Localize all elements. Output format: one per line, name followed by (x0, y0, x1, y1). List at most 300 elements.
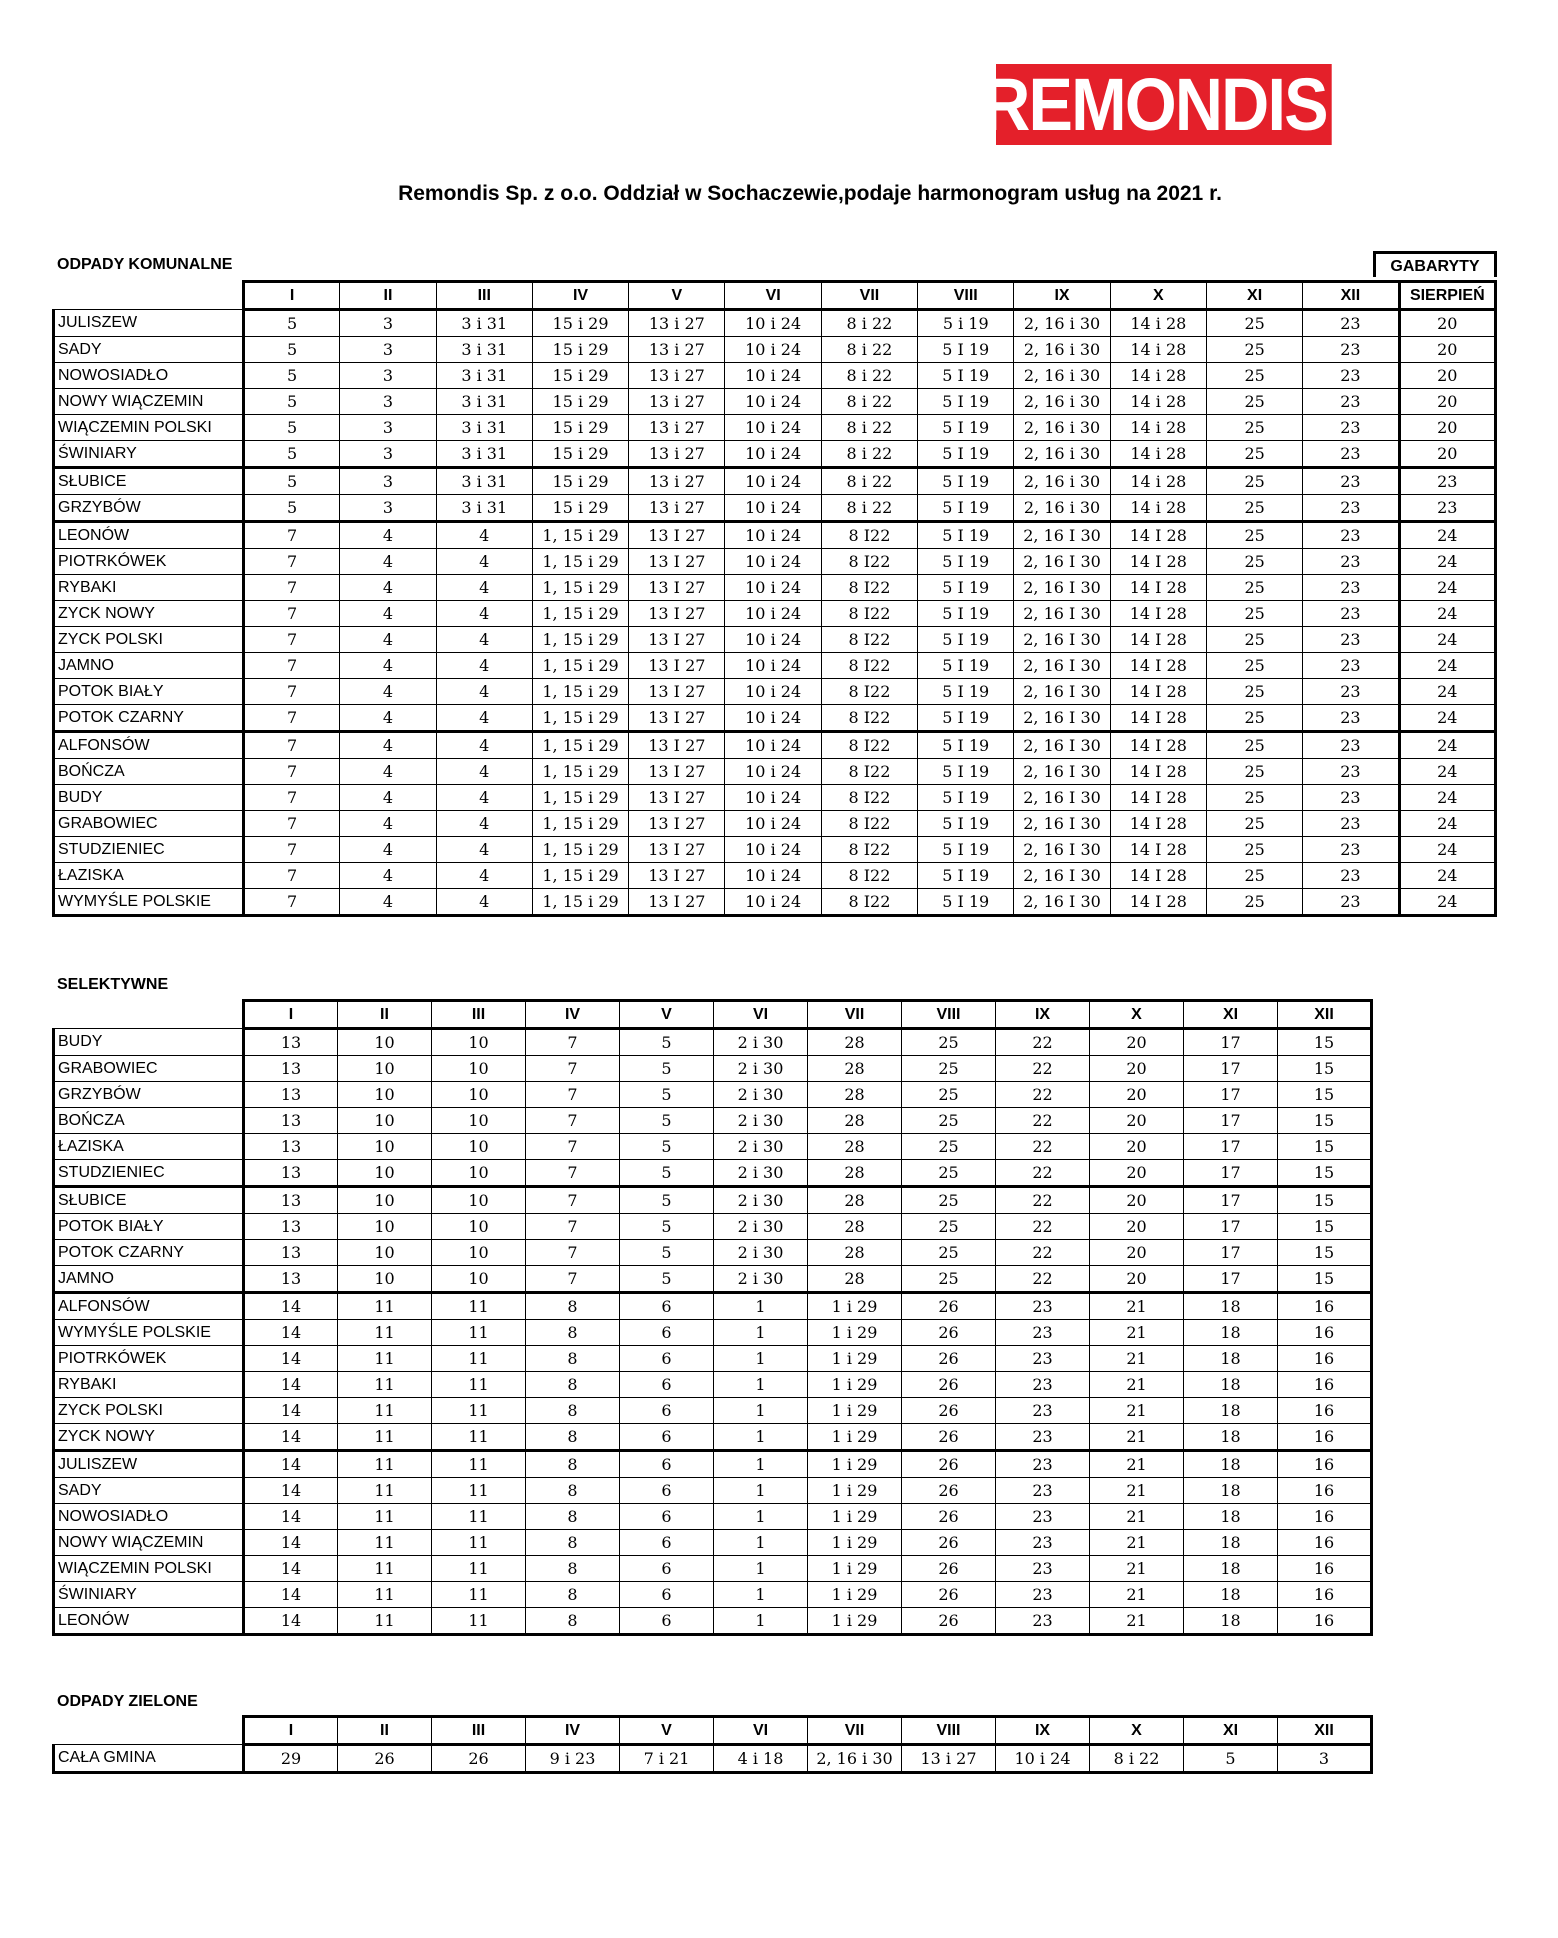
table-row (54, 1504, 1372, 1530)
date-cell: 25 (1206, 679, 1302, 705)
date-cell: 23 (1303, 575, 1399, 601)
date-cell: 13 I 27 (629, 863, 725, 889)
month-header: VIII (902, 1717, 996, 1745)
date-cell: 21 (1090, 1530, 1184, 1556)
date-cell: 13 (244, 1187, 338, 1214)
date-cell: 18 (1184, 1582, 1278, 1608)
date-cell: 7 (244, 653, 340, 679)
date-cell: 25 (1206, 601, 1302, 627)
date-cell: 8 (526, 1346, 620, 1372)
gabaryty-cell: 24 (1399, 705, 1495, 732)
date-cell: 5 I 19 (918, 441, 1014, 468)
date-cell: 8 I22 (821, 549, 917, 575)
date-cell: 7 (526, 1266, 620, 1293)
date-cell: 14 I 28 (1110, 705, 1206, 732)
date-cell: 11 (432, 1556, 526, 1582)
locality-cell: BUDY (54, 1029, 244, 1056)
table-row (54, 495, 1496, 522)
date-cell: 18 (1184, 1346, 1278, 1372)
locality-cell: RYBAKI (54, 575, 244, 601)
date-cell: 25 (1206, 863, 1302, 889)
date-cell: 6 (620, 1372, 714, 1398)
date-cell: 1 (714, 1424, 808, 1451)
date-cell: 10 i 24 (725, 785, 821, 811)
date-cell: 21 (1090, 1346, 1184, 1372)
date-cell: 7 (526, 1214, 620, 1240)
table-row (54, 1320, 1372, 1346)
date-cell: 8 I22 (821, 627, 917, 653)
locality-cell: WYMYŚLE POLSKIE (54, 889, 244, 916)
date-cell: 13 I 27 (629, 785, 725, 811)
date-cell: 8 i 22 (821, 468, 917, 495)
date-cell: 23 (996, 1398, 1090, 1424)
date-cell: 20 (1090, 1160, 1184, 1187)
date-cell: 14 I 28 (1110, 575, 1206, 601)
date-cell: 4 (436, 863, 532, 889)
date-cell: 14 I 28 (1110, 549, 1206, 575)
date-cell: 8 (526, 1504, 620, 1530)
gabaryty-cell: 24 (1399, 653, 1495, 679)
date-cell: 15 (1278, 1056, 1372, 1082)
locality-cell: ZYCK NOWY (54, 601, 244, 627)
locality-cell: JULISZEW (54, 310, 244, 337)
date-cell: 13 (244, 1240, 338, 1266)
date-cell: 1, 15 i 29 (532, 705, 628, 732)
date-cell: 26 (902, 1320, 996, 1346)
date-cell: 4 (340, 575, 436, 601)
date-cell: 10 (338, 1266, 432, 1293)
month-header: IX (996, 1717, 1090, 1745)
date-cell: 10 (432, 1134, 526, 1160)
gabaryty-cell: 24 (1399, 811, 1495, 837)
date-cell: 2, 16 I 30 (1014, 627, 1110, 653)
section-label-komunalne: ODPADY KOMUNALNE (57, 256, 233, 273)
date-cell: 5 (1184, 1745, 1278, 1773)
date-cell: 23 (1303, 732, 1399, 759)
date-cell: 26 (902, 1556, 996, 1582)
month-header: VIII (918, 282, 1014, 310)
month-header: VI (714, 1001, 808, 1029)
month-header: IV (532, 282, 628, 310)
date-cell: 28 (808, 1056, 902, 1082)
date-cell: 13 (244, 1108, 338, 1134)
date-cell: 11 (338, 1556, 432, 1582)
date-cell: 4 (340, 889, 436, 916)
locality-cell: STUDZIENIEC (54, 1160, 244, 1187)
date-cell: 1, 15 i 29 (532, 811, 628, 837)
date-cell: 1, 15 i 29 (532, 549, 628, 575)
date-cell: 2 i 30 (714, 1056, 808, 1082)
date-cell: 14 (244, 1478, 338, 1504)
date-cell: 16 (1278, 1293, 1372, 1320)
locality-cell: PIOTRKÓWEK (54, 1346, 244, 1372)
date-cell: 5 I 19 (918, 863, 1014, 889)
date-cell: 2, 16 i 30 (1014, 468, 1110, 495)
date-cell: 25 (1206, 811, 1302, 837)
date-cell: 7 (244, 679, 340, 705)
gabaryty-cell: 24 (1399, 522, 1495, 549)
date-cell: 4 (436, 522, 532, 549)
date-cell: 22 (996, 1029, 1090, 1056)
date-cell: 10 (338, 1134, 432, 1160)
month-header: VII (821, 282, 917, 310)
date-cell: 6 (620, 1398, 714, 1424)
date-cell: 28 (808, 1134, 902, 1160)
gabaryty-cell: 24 (1399, 785, 1495, 811)
date-cell: 5 I 19 (918, 337, 1014, 363)
table-row (54, 1056, 1372, 1082)
table-row (54, 1266, 1372, 1293)
month-header: XII (1278, 1717, 1372, 1745)
month-header: VI (725, 282, 821, 310)
date-cell: 7 (526, 1029, 620, 1056)
date-cell: 11 (432, 1608, 526, 1635)
date-cell: 5 I 19 (918, 363, 1014, 389)
date-cell: 2, 16 i 30 (1014, 389, 1110, 415)
date-cell: 11 (338, 1582, 432, 1608)
date-cell: 10 (432, 1160, 526, 1187)
date-cell: 25 (902, 1214, 996, 1240)
date-cell: 14 i 28 (1110, 337, 1206, 363)
table-row (54, 389, 1496, 415)
table-row (54, 1082, 1372, 1108)
date-cell: 10 i 24 (725, 522, 821, 549)
date-cell: 8 i 22 (821, 415, 917, 441)
date-cell: 10 i 24 (725, 389, 821, 415)
month-header: X (1090, 1717, 1184, 1745)
date-cell: 5 I 19 (918, 679, 1014, 705)
date-cell: 18 (1184, 1556, 1278, 1582)
remondis-logo (982, 63, 1346, 146)
date-cell: 4 (340, 627, 436, 653)
date-cell: 25 (1206, 759, 1302, 785)
date-cell: 4 (436, 811, 532, 837)
date-cell: 2, 16 i 30 (1014, 337, 1110, 363)
date-cell: 5 (244, 310, 340, 337)
date-cell: 28 (808, 1160, 902, 1187)
month-header: XI (1206, 282, 1302, 310)
date-cell: 15 i 29 (532, 415, 628, 441)
date-cell: 13 i 27 (902, 1745, 996, 1773)
date-cell: 2, 16 I 30 (1014, 732, 1110, 759)
date-cell: 22 (996, 1266, 1090, 1293)
date-cell: 13 I 27 (629, 601, 725, 627)
date-cell: 4 (436, 732, 532, 759)
date-cell: 4 (340, 601, 436, 627)
date-cell: 2, 16 I 30 (1014, 549, 1110, 575)
month-header: XI (1184, 1001, 1278, 1029)
date-cell: 4 (436, 785, 532, 811)
date-cell: 6 (620, 1451, 714, 1478)
date-cell: 25 (902, 1134, 996, 1160)
date-cell: 6 (620, 1582, 714, 1608)
date-cell: 28 (808, 1187, 902, 1214)
date-cell: 22 (996, 1160, 1090, 1187)
month-header: III (436, 282, 532, 310)
date-cell: 17 (1184, 1214, 1278, 1240)
date-cell: 15 i 29 (532, 310, 628, 337)
locality-cell: NOWOSIADŁO (54, 363, 244, 389)
date-cell: 2, 16 I 30 (1014, 679, 1110, 705)
table-row (54, 415, 1496, 441)
date-cell: 1 (714, 1556, 808, 1582)
date-cell: 1 (714, 1504, 808, 1530)
locality-cell: RYBAKI (54, 1372, 244, 1398)
date-cell: 5 (244, 363, 340, 389)
date-cell: 10 (432, 1214, 526, 1240)
date-cell: 5 I 19 (918, 389, 1014, 415)
date-cell: 13 i 27 (629, 363, 725, 389)
locality-cell: WIĄCZEMIN POLSKI (54, 415, 244, 441)
date-cell: 4 i 18 (714, 1745, 808, 1773)
date-cell: 5 I 19 (918, 601, 1014, 627)
date-cell: 1, 15 i 29 (532, 575, 628, 601)
date-cell: 7 (526, 1160, 620, 1187)
locality-cell: GRZYBÓW (54, 1082, 244, 1108)
date-cell: 5 (244, 468, 340, 495)
date-cell: 23 (996, 1424, 1090, 1451)
date-cell: 23 (1303, 337, 1399, 363)
date-cell: 8 (526, 1556, 620, 1582)
date-cell: 10 i 24 (725, 732, 821, 759)
date-cell: 23 (1303, 601, 1399, 627)
registered-mark: ® (1332, 76, 1346, 98)
date-cell: 1 (714, 1372, 808, 1398)
date-cell: 26 (902, 1424, 996, 1451)
date-cell: 1 i 29 (808, 1320, 902, 1346)
date-cell: 10 i 24 (725, 653, 821, 679)
date-cell: 26 (902, 1582, 996, 1608)
date-cell: 4 (340, 679, 436, 705)
date-cell: 8 i 22 (821, 389, 917, 415)
locality-cell: SADY (54, 337, 244, 363)
date-cell: 5 (244, 389, 340, 415)
gabaryty-header: GABARYTY (1373, 251, 1497, 277)
gabaryty-cell: 24 (1399, 759, 1495, 785)
date-cell: 14 i 28 (1110, 415, 1206, 441)
date-cell: 25 (1206, 627, 1302, 653)
date-cell: 10 i 24 (996, 1745, 1090, 1773)
date-cell: 11 (432, 1372, 526, 1398)
table-row (54, 889, 1496, 916)
date-cell: 8 (526, 1451, 620, 1478)
gabaryty-cell: 24 (1399, 549, 1495, 575)
month-header: II (340, 282, 436, 310)
gabaryty-cell: 24 (1399, 627, 1495, 653)
date-cell: 5 I 19 (918, 653, 1014, 679)
date-cell: 2, 16 I 30 (1014, 785, 1110, 811)
date-cell: 25 (902, 1056, 996, 1082)
date-cell: 1 (714, 1478, 808, 1504)
date-cell: 2, 16 I 30 (1014, 811, 1110, 837)
locality-cell: ŚWINIARY (54, 1582, 244, 1608)
date-cell: 5 (620, 1108, 714, 1134)
date-cell: 25 (1206, 549, 1302, 575)
date-cell: 8 i 22 (821, 363, 917, 389)
date-cell: 1, 15 i 29 (532, 837, 628, 863)
date-cell: 11 (338, 1372, 432, 1398)
date-cell: 25 (1206, 363, 1302, 389)
date-cell: 3 (340, 337, 436, 363)
month-header: I (244, 282, 340, 310)
date-cell: 25 (902, 1266, 996, 1293)
date-cell: 10 i 24 (725, 759, 821, 785)
date-cell: 10 (338, 1187, 432, 1214)
date-cell: 7 (244, 522, 340, 549)
month-header: IV (526, 1001, 620, 1029)
date-cell: 25 (902, 1082, 996, 1108)
gabaryty-cell: 20 (1399, 363, 1495, 389)
date-cell: 10 (338, 1160, 432, 1187)
date-cell: 14 (244, 1582, 338, 1608)
date-cell: 5 I 19 (918, 415, 1014, 441)
date-cell: 14 I 28 (1110, 627, 1206, 653)
table-row (54, 1372, 1372, 1398)
date-cell: 5 (620, 1056, 714, 1082)
gabaryty-cell: 20 (1399, 441, 1495, 468)
date-cell: 25 (1206, 495, 1302, 522)
locality-cell: POTOK CZARNY (54, 1240, 244, 1266)
date-cell: 25 (1206, 337, 1302, 363)
table-row (54, 627, 1496, 653)
date-cell: 21 (1090, 1424, 1184, 1451)
date-cell: 23 (1303, 389, 1399, 415)
date-cell: 7 (244, 785, 340, 811)
date-cell: 10 (432, 1240, 526, 1266)
date-cell: 16 (1278, 1556, 1372, 1582)
month-header: X (1090, 1001, 1184, 1029)
date-cell: 8 I22 (821, 705, 917, 732)
date-cell: 10 (338, 1029, 432, 1056)
date-cell: 23 (996, 1530, 1090, 1556)
date-cell: 2, 16 I 30 (1014, 653, 1110, 679)
gabaryty-cell: 24 (1399, 601, 1495, 627)
date-cell: 5 I 19 (918, 837, 1014, 863)
table-row (54, 363, 1496, 389)
date-cell: 7 (244, 601, 340, 627)
date-cell: 1 (714, 1320, 808, 1346)
date-cell: 17 (1184, 1134, 1278, 1160)
month-header: XII (1278, 1001, 1372, 1029)
date-cell: 4 (340, 863, 436, 889)
date-cell: 10 (338, 1108, 432, 1134)
date-cell: 23 (1303, 759, 1399, 785)
month-header: IX (996, 1001, 1090, 1029)
date-cell: 23 (996, 1293, 1090, 1320)
date-cell: 18 (1184, 1398, 1278, 1424)
date-cell: 20 (1090, 1029, 1184, 1056)
date-cell: 6 (620, 1478, 714, 1504)
date-cell: 8 I22 (821, 759, 917, 785)
date-cell: 10 i 24 (725, 575, 821, 601)
date-cell: 13 (244, 1160, 338, 1187)
page-title: Remondis Sp. z o.o. Oddział w Sochaczewie,podaje harmonogram usług na 2021 r. (398, 182, 1222, 205)
gabaryty-cell: 20 (1399, 415, 1495, 441)
locality-cell: STUDZIENIEC (54, 837, 244, 863)
month-header: X (1110, 282, 1206, 310)
date-cell: 1, 15 i 29 (532, 601, 628, 627)
date-cell: 14 I 28 (1110, 601, 1206, 627)
date-cell: 25 (1206, 522, 1302, 549)
date-cell: 9 i 23 (526, 1745, 620, 1773)
header-row (54, 1001, 1372, 1029)
locality-cell: CAŁA GMINA (54, 1745, 244, 1773)
table-row (54, 837, 1496, 863)
date-cell: 18 (1184, 1293, 1278, 1320)
date-cell: 10 i 24 (725, 495, 821, 522)
date-cell: 2 i 30 (714, 1082, 808, 1108)
date-cell: 11 (338, 1398, 432, 1424)
locality-cell: ŚWINIARY (54, 441, 244, 468)
gabaryty-cell: 20 (1399, 337, 1495, 363)
table-row (54, 1478, 1372, 1504)
locality-cell: LEONÓW (54, 1608, 244, 1635)
date-cell: 8 (526, 1608, 620, 1635)
date-cell: 23 (1303, 837, 1399, 863)
table-row (54, 468, 1496, 495)
date-cell: 14 I 28 (1110, 863, 1206, 889)
date-cell: 5 (244, 337, 340, 363)
date-cell: 3 (340, 310, 436, 337)
date-cell: 2, 16 I 30 (1014, 522, 1110, 549)
date-cell: 10 (432, 1082, 526, 1108)
locality-cell: POTOK BIAŁY (54, 679, 244, 705)
date-cell: 3 i 31 (436, 310, 532, 337)
header-blank (54, 1001, 244, 1029)
date-cell: 16 (1278, 1372, 1372, 1398)
date-cell: 3 i 31 (436, 363, 532, 389)
date-cell: 23 (1303, 363, 1399, 389)
date-cell: 11 (338, 1608, 432, 1635)
table-row (54, 1398, 1372, 1424)
date-cell: 13 i 27 (629, 495, 725, 522)
date-cell: 7 (244, 575, 340, 601)
date-cell: 3 (340, 468, 436, 495)
date-cell: 29 (244, 1745, 338, 1773)
locality-cell: ALFONSÓW (54, 1293, 244, 1320)
date-cell: 2, 16 i 30 (808, 1745, 902, 1773)
table-row (54, 1346, 1372, 1372)
date-cell: 8 I22 (821, 785, 917, 811)
date-cell: 14 I 28 (1110, 811, 1206, 837)
date-cell: 11 (432, 1320, 526, 1346)
date-cell: 10 (338, 1240, 432, 1266)
date-cell: 8 i 22 (1090, 1745, 1184, 1773)
date-cell: 14 (244, 1320, 338, 1346)
date-cell: 3 i 31 (436, 468, 532, 495)
date-cell: 1 (714, 1293, 808, 1320)
date-cell: 26 (902, 1346, 996, 1372)
date-cell: 7 (244, 705, 340, 732)
gabaryty-cell: 24 (1399, 679, 1495, 705)
date-cell: 11 (432, 1530, 526, 1556)
locality-cell: ALFONSÓW (54, 732, 244, 759)
date-cell: 8 (526, 1478, 620, 1504)
table-row (54, 1293, 1372, 1320)
table-row (54, 653, 1496, 679)
date-cell: 4 (340, 759, 436, 785)
date-cell: 1 (714, 1398, 808, 1424)
date-cell: 4 (436, 549, 532, 575)
gabaryty-cell: 23 (1399, 468, 1495, 495)
date-cell: 23 (996, 1582, 1090, 1608)
table-row (54, 1134, 1372, 1160)
date-cell: 1 i 29 (808, 1398, 902, 1424)
date-cell: 21 (1090, 1478, 1184, 1504)
date-cell: 13 i 27 (629, 310, 725, 337)
date-cell: 3 i 31 (436, 441, 532, 468)
date-cell: 4 (340, 705, 436, 732)
